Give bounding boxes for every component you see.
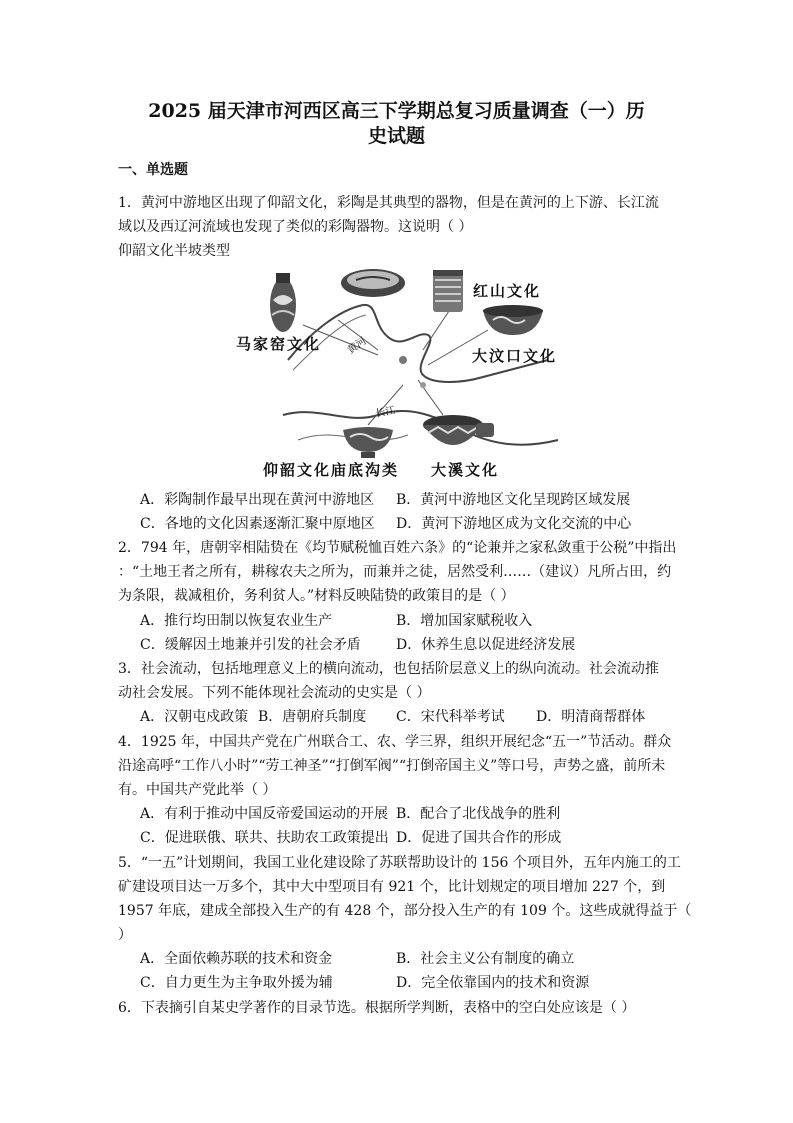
q2-stem-line1: 2．794 年，唐朝宰相陆贽在《均节赋税恤百姓六条》的“论兼并之家私敛重于公税”中指出: [118, 540, 677, 556]
q4-stem-line1: 4．1925 年，中国共产党在广州联合工、农、学三界，组织开展纪念“五一”节活动。群众: [118, 734, 672, 750]
miaodigou-bowl-icon: [343, 427, 393, 458]
q5-option-b[interactable]: B．社会主义公有制度的确立: [396, 951, 575, 967]
q5-option-d[interactable]: D．完全依靠国内的技术和资源: [396, 975, 590, 991]
q5-stem-line1: 5．“一五”计划期间，我国工业化建设除了苏联帮助设计的 156 个项目外，五年内施工的工: [118, 855, 681, 871]
q1-option-b[interactable]: B．黄河中游地区文化呈现跨区域发展: [396, 492, 631, 508]
label-miaodigou: 仰韶文化庙底沟类: [263, 461, 400, 479]
q5-stem-line3: 1957 年底，建成全部投入生产的有 428 个，部分投入生产的有 109 个。这些成就得益于（: [118, 903, 692, 919]
q4-option-a[interactable]: A．有利于推动中国反帝爱国运动的开展: [140, 806, 389, 822]
q5-option-c[interactable]: C．自力更生为主争取外援为辅: [140, 975, 333, 991]
q1-stem-line2: 域以及西辽河流域也发现了类似的彩陶器物。这说明（ ）: [118, 219, 473, 235]
q4-stem-line3: 有。中国共产党此举（ ）: [118, 782, 277, 798]
q3-stem-line2: 动社会发展。下列不能体现社会流动的史实是（ ）: [118, 685, 431, 701]
q5-stem-line4: ）: [118, 927, 132, 943]
q4-stem-line2: 沿途高呼“工作八小时”“劳工神圣”“打倒军阀”“打倒帝国主义”等口号，声势之盛，前所未: [118, 758, 666, 774]
label-majiayao: 马家窑文化: [236, 335, 322, 353]
banpo-basin-icon: [341, 269, 405, 297]
q6-stem-line1: 6．下表摘引自某史学著作的目录节选。根据所学判断，表格中的空白处应该是（ ）: [118, 1000, 636, 1016]
majiayao-jar-icon: [270, 273, 296, 332]
page-title-line1: 2025 届天津市河西区高三下学期总复习质量调查（一）历: [148, 100, 645, 122]
q2-option-b[interactable]: B．增加国家赋税收入: [396, 613, 533, 629]
q2-option-a[interactable]: A．推行均田制以恢复农业生产: [140, 613, 333, 629]
q2-stem-line2: ：“土地王者之所有，耕稼农夫之所为，而兼并之徒，居然受利……（建议）凡所占田，约: [118, 564, 672, 580]
q3-option-b[interactable]: B．唐朝府兵制度: [258, 709, 367, 725]
q2-option-d[interactable]: D．休养生息以促进经济发展: [396, 637, 576, 653]
hongshan-vessel-icon: [433, 270, 463, 312]
label-hongshan: 红山文化: [473, 282, 542, 300]
q4-option-b[interactable]: B．配合了北伐战争的胜利: [396, 806, 561, 822]
q3-stem-line1: 3．社会流动，包括地理意义上的横向流动，也包括阶层意义上的纵向流动。社会流动推: [118, 661, 659, 677]
label-dawenkou: 大汶口文化: [472, 347, 558, 365]
q5-option-a[interactable]: A．全面依赖苏联的技术和资金: [140, 951, 333, 967]
q2-stem-line3: 为条限，裁减租价，务利贫人。”材料反映陆贽的政策目的是（ ）: [118, 588, 515, 604]
q5-stem-line2: 矿建设项目达一万多个，其中大中型项目有 921 个，比计划规定的项目增加 227 个，到: [118, 879, 666, 895]
dawenkou-bowl-icon: [483, 305, 543, 335]
q3-option-a[interactable]: A．汉朝屯戍政策: [140, 709, 249, 725]
page-title-line2: 史试题: [367, 125, 425, 147]
daxi-vessel-icon: [423, 415, 494, 445]
q1-option-d[interactable]: D．黄河下游地区成为文化交流的中心: [396, 516, 632, 532]
q1-option-c[interactable]: C．各地的文化因素逐渐汇聚中原地区: [140, 516, 375, 532]
section-heading: 一、单选题: [118, 162, 188, 178]
label-yangtze-river: 长江: [374, 405, 397, 420]
neolithic-culture-map: [228, 265, 563, 480]
q4-option-c[interactable]: C．促进联俄、联共、扶助农工政策提出: [140, 830, 389, 846]
q3-option-c[interactable]: C．宋代科举考试: [396, 709, 505, 725]
yangtze-river-line: [283, 411, 558, 445]
label-yellow-river: 黄河: [345, 335, 369, 357]
q1-option-a[interactable]: A．彩陶制作最早出现在黄河中游地区: [140, 492, 375, 508]
q4-option-d[interactable]: D．促进了国共合作的形成: [396, 830, 562, 846]
q1-caption: 仰韶文化半坡类型: [118, 243, 230, 259]
label-daxi: 大溪文化: [431, 461, 500, 479]
q3-option-d[interactable]: D．明清商帮群体: [536, 709, 646, 725]
q2-option-c[interactable]: C．缓解因土地兼并引发的社会矛盾: [140, 637, 361, 653]
q1-stem-line1: 1．黄河中游地区出现了仰韶文化，彩陶是其典型的器物，但是在黄河的上下游、长江流: [118, 195, 659, 211]
